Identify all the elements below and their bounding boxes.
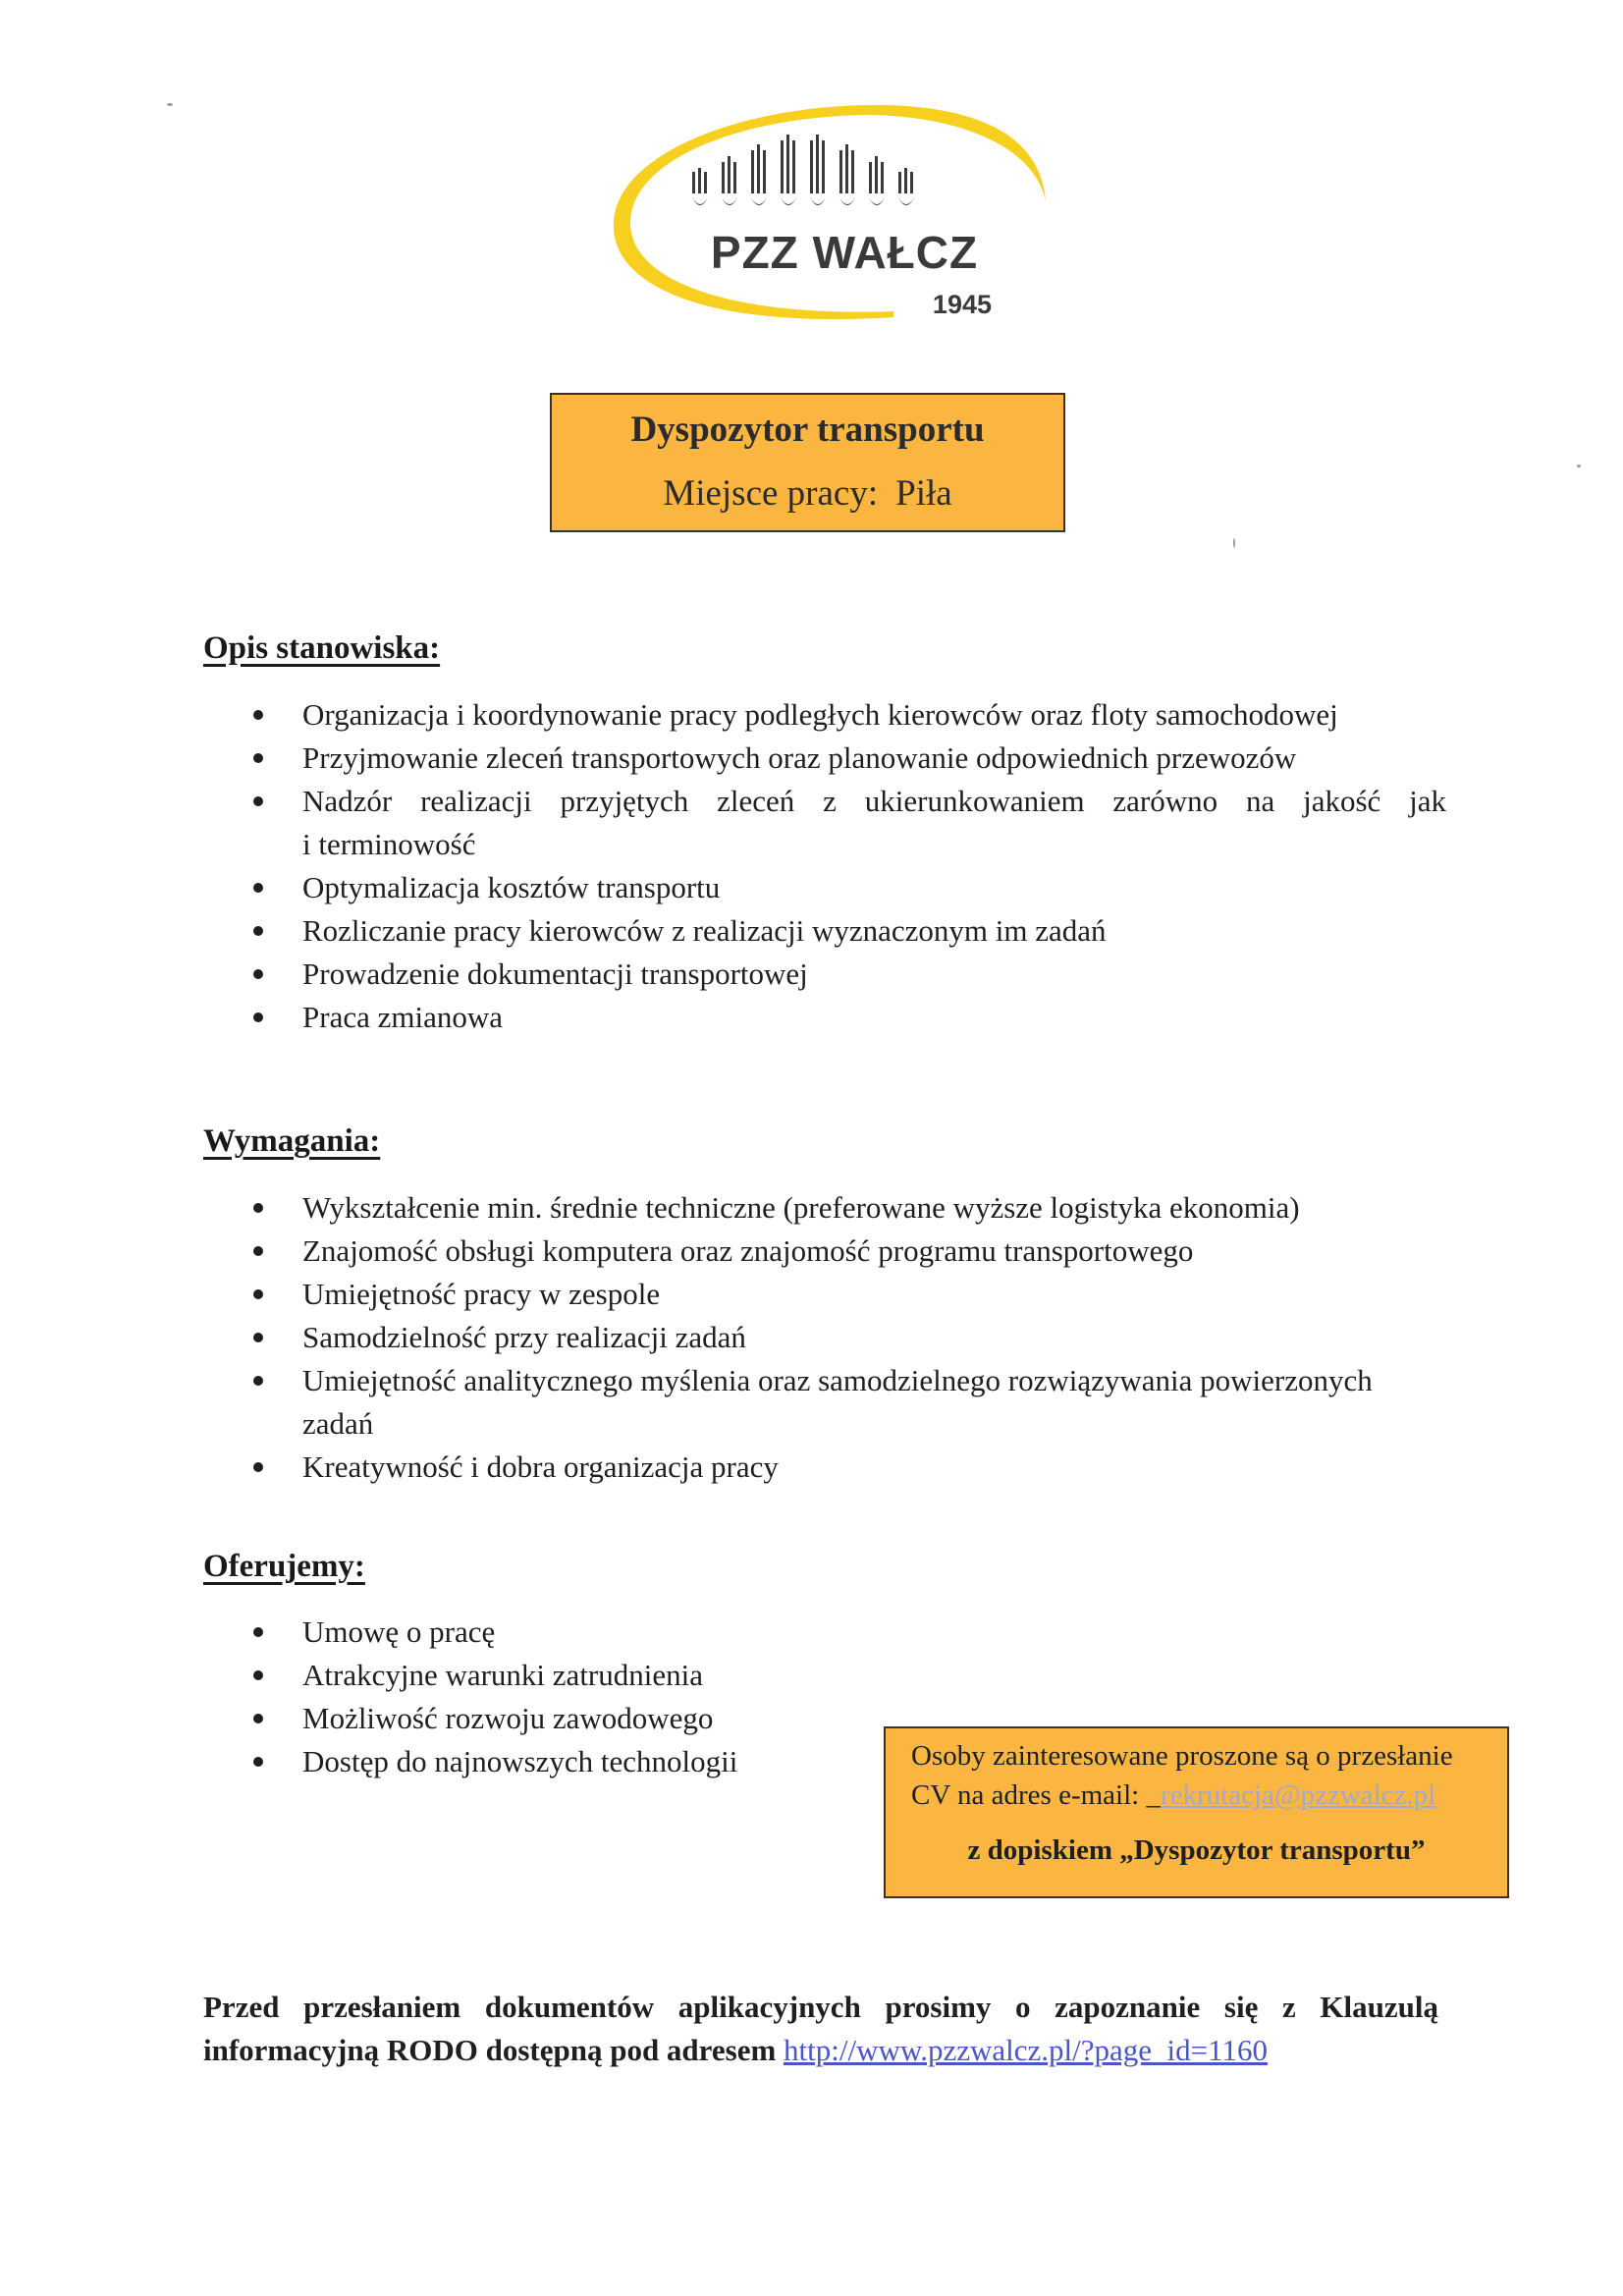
list-item: Wykształcenie min. średnie techniczne (preferowane wyższe logistyka ekonomia) — [0, 1186, 1446, 1230]
rodo-link[interactable]: http://www.pzzwalcz.pl/?page_id=1160 — [784, 2033, 1268, 2067]
bullet-icon — [253, 1670, 263, 1680]
job-title-box — [550, 393, 1065, 532]
bullet-icon — [253, 1246, 263, 1256]
rodo-prefix: informacyjną RODO dostępną pod adresem — [203, 2033, 777, 2067]
rodo-line-2 — [203, 2029, 1438, 2072]
section-heading-description: Opis stanowiska: — [203, 630, 441, 666]
location-label: Miejsce pracy: — [663, 473, 879, 514]
bullet-icon — [253, 1376, 263, 1386]
rodo-line-1: Przed przesłaniem dokumentów aplikacyjnych prosimy o zapoznanie się z Klauzulą — [203, 1990, 1438, 2024]
bullet-icon — [253, 1333, 263, 1342]
list-item: Dostęp do najnowszych technologii — [0, 1740, 737, 1783]
list-item: Praca zmianowa — [0, 996, 1446, 1039]
list-item-continuation: zadań — [302, 1406, 374, 1441]
list-item: Organizacja i koordynowanie pracy podległych kierowców oraz floty samochodowej — [0, 693, 1446, 737]
job-location — [552, 472, 1063, 515]
requirements-list — [0, 1186, 1446, 1489]
contact-email-label: CV na adres e-mail: _ — [911, 1779, 1161, 1811]
bullet-icon — [253, 1757, 263, 1767]
contact-email-line — [911, 1779, 1435, 1812]
list-item: Atrakcyjne warunki zatrudnienia — [0, 1654, 737, 1697]
list-item: Samodzielność przy realizacji zadań — [0, 1316, 1446, 1359]
list-item: Optymalizacja kosztów transportu — [0, 866, 1446, 909]
job-title: Dyspozytor transportu — [630, 410, 985, 450]
bullet-icon — [253, 883, 263, 893]
rodo-notice — [203, 1986, 1438, 2072]
bullet-icon — [253, 1012, 263, 1022]
bullet-icon — [253, 710, 263, 720]
list-item-continuation: i terminowość — [302, 827, 476, 861]
scan-speck — [167, 103, 173, 106]
list-item: Umowę o pracę — [0, 1611, 737, 1654]
list-item: Prowadzenie dokumentacji transportowej — [0, 953, 1446, 996]
contact-email-link[interactable]: rekrutacja@pzzwalcz.pl — [1160, 1779, 1436, 1811]
company-logo — [599, 93, 1060, 334]
section-heading-requirements: Wymagania: — [203, 1123, 381, 1159]
list-item: Rozliczanie pracy kierowców z realizacji wyznaczonym im zadań — [0, 909, 1446, 953]
list-item: Możliwość rozwoju zawodowego — [0, 1697, 737, 1740]
scan-speck — [1577, 465, 1581, 467]
bullet-icon — [253, 1462, 263, 1472]
bullet-icon — [253, 926, 263, 936]
logo-year: 1945 — [932, 290, 992, 319]
list-item: Znajomość obsługi komputera oraz znajomość programu transportowego — [0, 1230, 1446, 1273]
scan-speck — [1233, 538, 1235, 548]
location-value: Piła — [895, 473, 952, 514]
logo-name: PZZ WAŁCZ — [710, 227, 979, 278]
contact-box — [884, 1726, 1509, 1898]
list-item: Przyjmowanie zleceń transportowych oraz planowanie odpowiednich przewozów — [0, 737, 1446, 780]
contact-subject-note: z dopiskiem „Dyspozytor transportu” — [967, 1834, 1426, 1866]
bullet-icon — [253, 1289, 263, 1299]
section-heading-offer: Oferujemy: — [203, 1549, 365, 1584]
bullet-icon — [253, 1627, 263, 1637]
contact-intro: Osoby zainteresowane proszone są o przesłanie — [911, 1740, 1453, 1772]
list-item: Nadzór realizacji przyjętych zleceń z ukierunkowaniem zarówno na jakość jak — [0, 780, 1446, 823]
description-list — [0, 693, 1446, 1039]
list-item: Umiejętność analitycznego myślenia oraz samodzielnego rozwiązywania powierzonych — [0, 1359, 1446, 1402]
list-item: Kreatywność i dobra organizacja pracy — [0, 1446, 1446, 1489]
bullet-icon — [253, 753, 263, 763]
bullet-icon — [253, 1714, 263, 1723]
bullet-icon — [253, 796, 263, 806]
wheat-icon — [692, 135, 914, 205]
list-item: Umiejętność pracy w zespole — [0, 1273, 1446, 1316]
offer-list — [0, 1611, 737, 1783]
bullet-icon — [253, 1203, 263, 1213]
logo-swoosh — [614, 105, 1046, 319]
bullet-icon — [253, 969, 263, 979]
